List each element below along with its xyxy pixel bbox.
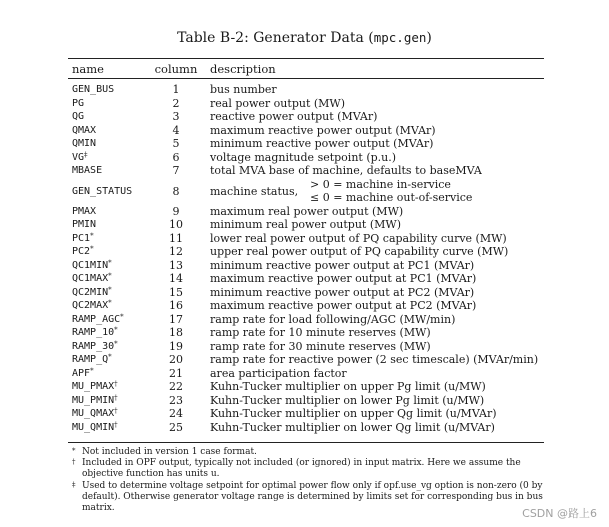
table-body bbox=[0, 83, 609, 434]
field-description: maximum reactive power output at PC2 (MVAr) bbox=[210, 299, 477, 312]
field-description: minimum reactive power output (MVAr) bbox=[210, 137, 434, 150]
header-rule bbox=[68, 78, 544, 79]
field-name: MU_PMAX† bbox=[72, 380, 118, 392]
table-row bbox=[0, 232, 609, 246]
table-row bbox=[0, 286, 609, 300]
field-description: minimum reactive power output at PC2 (MVAr) bbox=[210, 285, 475, 299]
footnote bbox=[72, 458, 547, 480]
field-description: ramp rate for 10 minute reserves (MW) bbox=[210, 326, 431, 339]
footnote-mark: * bbox=[90, 366, 94, 375]
field-description: area participation factor bbox=[210, 366, 347, 380]
table-row bbox=[0, 164, 609, 178]
field-description: Kuhn-Tucker multiplier on upper Qg limit (u/MVAr) bbox=[210, 407, 497, 420]
column-index: 22 bbox=[169, 380, 183, 393]
field-name: RAMP_10* bbox=[72, 326, 118, 338]
column-index: 4 bbox=[172, 123, 180, 137]
table-row bbox=[0, 124, 609, 138]
table-row bbox=[0, 151, 609, 165]
table-row bbox=[0, 326, 609, 340]
table-row bbox=[0, 313, 609, 327]
footnote-mark: * bbox=[90, 245, 94, 253]
field-name: QC1MAX* bbox=[72, 272, 112, 284]
footnote bbox=[72, 481, 547, 515]
field-description: upper real power output of PQ capability curve (MW) bbox=[210, 245, 509, 258]
header-column: column bbox=[154, 62, 198, 76]
column-index: 7 bbox=[172, 164, 180, 177]
field-name: QC2MIN* bbox=[72, 285, 112, 298]
table-caption: Table B-2: Generator Data (mpc.gen) bbox=[177, 30, 432, 46]
column-index: 23 bbox=[169, 393, 183, 407]
field-description: minimum reactive power output at PC1 (MVAr) bbox=[210, 258, 475, 272]
footnote-mark: * bbox=[108, 272, 112, 280]
header-description: description bbox=[210, 62, 276, 76]
field-description: lower real power output of PQ capability curve (MW) bbox=[210, 231, 507, 245]
footnote-text: Included in OPF output, typically not included (or ignored) in input matrix. Here we assume the objective function has units u. bbox=[82, 458, 521, 480]
field-description: Kuhn-Tucker multiplier on lower Pg limit (u/MW) bbox=[210, 393, 485, 407]
field-description: ramp rate for load following/AGC (MW/min) bbox=[210, 312, 456, 326]
field-name: QC2MAX* bbox=[72, 299, 112, 311]
footnote-mark: * bbox=[108, 258, 112, 267]
field-name: RAMP_30* bbox=[72, 339, 118, 352]
field-name: PC1* bbox=[72, 231, 94, 244]
status-options bbox=[310, 178, 472, 205]
field-description: ramp rate for 30 minute reserves (MW) bbox=[210, 339, 431, 353]
field-name: QG bbox=[72, 111, 85, 122]
field-name: RAMP_AGC* bbox=[72, 312, 124, 325]
status-option: ≤ 0 = machine out-of-service bbox=[310, 191, 473, 204]
footnote-mark: † bbox=[72, 458, 76, 467]
column-index: 2 bbox=[172, 96, 180, 110]
table-row bbox=[0, 367, 609, 381]
footnote-text: Not included in version 1 case format. bbox=[82, 447, 257, 457]
column-index: 11 bbox=[169, 231, 183, 245]
field-name: PC2* bbox=[72, 245, 94, 257]
footnote-mark: † bbox=[114, 380, 118, 388]
top-rule bbox=[68, 58, 544, 59]
column-index: 14 bbox=[169, 272, 183, 285]
footnote-mark: ‡ bbox=[72, 480, 76, 489]
column-index: 1 bbox=[172, 83, 180, 96]
column-index: 12 bbox=[169, 245, 183, 258]
footnote-mark: † bbox=[114, 407, 118, 415]
table-row: GEN_STATUS 8 machine status, > 0 = machine in-service ≤ 0 = machine out-of-service bbox=[72, 177, 473, 204]
column-index: 19 bbox=[169, 339, 183, 353]
field-name: QC1MIN* bbox=[72, 258, 112, 271]
footnote-mark: ‡ bbox=[84, 150, 88, 159]
field-description: total MVA base of machine, defaults to baseMVA bbox=[210, 164, 482, 177]
field-name: MU_QMAX† bbox=[72, 407, 118, 419]
table-row bbox=[0, 421, 609, 435]
table-row bbox=[0, 218, 609, 232]
table-row bbox=[0, 353, 609, 367]
column-index: 21 bbox=[169, 366, 183, 380]
footnote bbox=[72, 447, 547, 458]
field-name: QMIN bbox=[72, 138, 97, 149]
footnote-mark: * bbox=[114, 339, 118, 348]
footnote-mark: * bbox=[108, 299, 112, 307]
table-row bbox=[0, 299, 609, 313]
field-name: PG bbox=[72, 97, 85, 109]
field-description: ramp rate for reactive power (2 sec timescale) (MVAr/min) bbox=[210, 353, 539, 366]
status-option: > 0 = machine in-service bbox=[310, 177, 451, 191]
field-description: maximum real power output (MW) bbox=[210, 204, 404, 218]
table-row bbox=[0, 97, 609, 111]
column-index: 17 bbox=[169, 312, 183, 326]
column-index: 9 bbox=[172, 204, 180, 218]
field-description: maximum reactive power output at PC1 (MVAr) bbox=[210, 272, 477, 285]
column-index: 3 bbox=[172, 110, 180, 123]
field-description: maximum reactive power output (MVAr) bbox=[210, 123, 436, 137]
watermark: CSDN @路上6 bbox=[522, 507, 597, 520]
footnote-mark: † bbox=[114, 393, 118, 402]
column-index: 8 bbox=[172, 184, 180, 198]
field-description: reactive power output (MVAr) bbox=[210, 110, 378, 123]
field-description: Kuhn-Tucker multiplier on upper Pg limit (u/MW) bbox=[210, 380, 486, 393]
footnote-mark: * bbox=[108, 285, 112, 294]
footnotes bbox=[72, 447, 547, 514]
field-name: MU_PMIN† bbox=[72, 393, 118, 406]
footnote-mark: * bbox=[72, 447, 76, 455]
column-index: 24 bbox=[169, 407, 183, 420]
field-description: bus number bbox=[210, 83, 277, 96]
table-row bbox=[0, 407, 609, 421]
field-name: VG‡ bbox=[72, 150, 88, 163]
table-row bbox=[0, 340, 609, 354]
footnote-mark: * bbox=[108, 353, 112, 361]
column-index: 5 bbox=[172, 137, 180, 150]
footnote-mark: † bbox=[114, 420, 118, 429]
table-row bbox=[0, 380, 609, 394]
field-name: GEN_BUS bbox=[72, 84, 115, 95]
field-name: MU_QMIN† bbox=[72, 420, 118, 433]
field-name: GEN_STATUS bbox=[72, 185, 133, 197]
column-index: 15 bbox=[169, 285, 183, 299]
field-name: APF* bbox=[72, 366, 94, 379]
field-name: RAMP_Q* bbox=[72, 353, 112, 365]
header-name: name bbox=[72, 62, 104, 76]
table-row bbox=[0, 205, 609, 219]
table-row bbox=[0, 110, 609, 124]
table-row bbox=[0, 259, 609, 273]
footnote-mark: * bbox=[120, 312, 124, 321]
footnote-mark: * bbox=[90, 231, 94, 240]
field-description: real power output (MW) bbox=[210, 96, 346, 110]
field-description: Kuhn-Tucker multiplier on lower Qg limit (u/MVAr) bbox=[210, 420, 495, 434]
column-index: 25 bbox=[169, 420, 183, 434]
field-name: MBASE bbox=[72, 165, 103, 176]
field-name: QMAX bbox=[72, 124, 97, 136]
table-row bbox=[0, 272, 609, 286]
column-index: 20 bbox=[169, 353, 183, 366]
table-row bbox=[0, 394, 609, 408]
column-index: 18 bbox=[169, 326, 183, 339]
field-description: minimum real power output (MW) bbox=[210, 218, 402, 231]
column-index: 6 bbox=[172, 150, 180, 164]
table-row bbox=[0, 245, 609, 259]
bottom-rule bbox=[68, 442, 544, 443]
footnote-text: Used to determine voltage setpoint for optimal power flow only if opf.use_vg option is non-zero (0 by default). Otherwise generator voltage range is determined by limits set for corresponding bus in bus matrix. bbox=[82, 480, 543, 514]
column-index: 16 bbox=[169, 299, 183, 312]
footnote-mark: * bbox=[114, 326, 118, 334]
field-description: voltage magnitude setpoint (p.u.) bbox=[210, 150, 397, 164]
field-name: PMIN bbox=[72, 219, 97, 230]
table-row bbox=[0, 83, 609, 97]
table-row bbox=[0, 137, 609, 151]
column-index: 10 bbox=[169, 218, 183, 231]
field-name: PMAX bbox=[72, 205, 97, 217]
column-index: 13 bbox=[169, 258, 183, 272]
